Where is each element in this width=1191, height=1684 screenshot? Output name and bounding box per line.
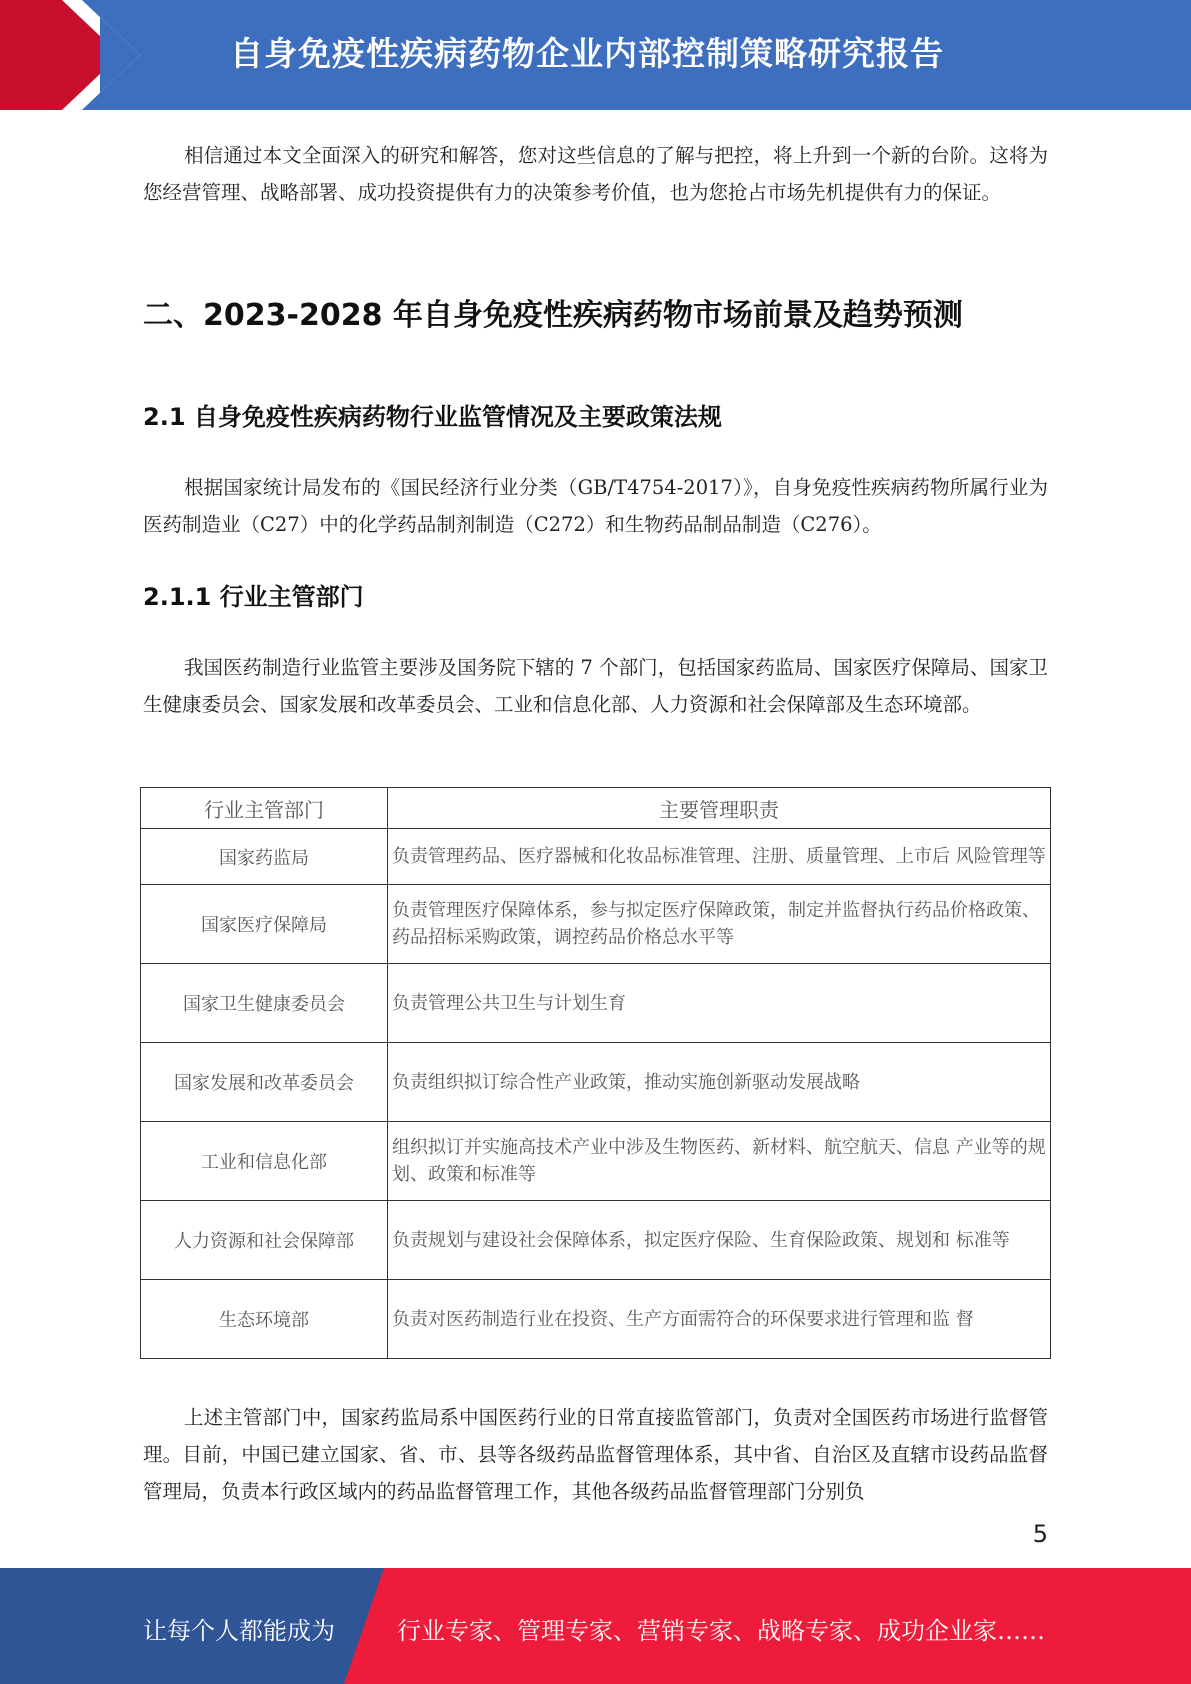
dept-cell: 人力资源和社会保障部 — [141, 1201, 388, 1280]
dept-cell: 工业和信息化部 — [141, 1122, 388, 1201]
dept-cell: 国家发展和改革委员会 — [141, 1043, 388, 1122]
intro-paragraph: 相信通过本文全面深入的研究和解答，您对这些信息的了解与把控，将上升到一个新的台阶。这将为您经营管理、战略部署、成功投资提供有力的决策参考价值，也为您抢占市场先机提供有力的保证。 — [143, 144, 1048, 204]
table-header-row — [141, 788, 1051, 829]
footer-slogan-right: 行业专家、管理专家、营销专家、战略专家、成功企业家…… — [397, 1617, 1045, 1645]
table-header-duty: 主要管理职责 — [388, 788, 1051, 829]
table-row — [141, 829, 1051, 885]
report-title: 自身免疫性疾病药物企业内部控制策略研究报告 — [230, 34, 944, 73]
page-number: 5 — [1032, 1520, 1048, 1548]
table-row — [141, 885, 1051, 964]
table-row — [141, 1043, 1051, 1122]
duty-cell: 负责管理药品、医疗器械和化妆品标准管理、注册、质量管理、上市后 风险管理等 — [388, 829, 1051, 885]
duty-cell: 负责管理医疗保障体系，参与拟定医疗保障政策，制定并监督执行药品价格政策、药品招标采购政策，调控药品价格总水平等 — [388, 885, 1051, 964]
table-row — [141, 964, 1051, 1043]
dept-cell: 国家医疗保障局 — [141, 885, 388, 964]
duty-cell: 负责规划与建设社会保障体系，拟定医疗保险、生育保险政策、规划和 标准等 — [388, 1201, 1051, 1280]
department-table — [140, 787, 1051, 1359]
dept-cell: 生态环境部 — [141, 1280, 388, 1359]
table-row — [141, 1280, 1051, 1359]
duty-cell: 负责对医药制造行业在投资、生产方面需符合的环保要求进行管理和监 督 — [388, 1280, 1051, 1359]
table-row — [141, 1122, 1051, 1201]
subsubsection-heading: 2.1.1 行业主管部门 — [143, 583, 364, 611]
duty-cell: 组织拟订并实施高技术产业中涉及生物医药、新材料、航空航天、信息 产业等的规划、政策和标准等 — [388, 1122, 1051, 1201]
dept-cell: 国家卫生健康委员会 — [141, 964, 388, 1043]
table-header-dept: 行业主管部门 — [141, 788, 388, 829]
subsection-heading: 2.1 自身免疫性疾病药物行业监管情况及主要政策法规 — [143, 403, 722, 431]
table-row — [141, 1201, 1051, 1280]
dept-cell: 国家药监局 — [141, 829, 388, 885]
page-footer — [0, 1568, 1191, 1684]
subsection-paragraph: 根据国家统计局发布的《国民经济行业分类（GB/T4754-2017）》，自身免疫性疾病药物所属行业为医药制造业（C27）中的化学药品制剂制造（C272）和生物药品制品制造（C276）。 — [143, 476, 1048, 536]
subsubsection-paragraph: 我国医药制造行业监管主要涉及国务院下辖的 7 个部门，包括国家药监局、国家医疗保障局、国家卫生健康委员会、国家发展和改革委员会、工业和信息化部、人力资源和社会保障部及生态环境部。 — [143, 656, 1048, 716]
section-heading: 二、2023-2028 年自身免疫性疾病药物市场前景及趋势预测 — [143, 298, 963, 333]
footer-slogan-left: 让每个人都能成为 — [143, 1617, 335, 1645]
closing-paragraph: 上述主管部门中，国家药监局系中国医药行业的日常直接监管部门，负责对全国医药市场进行监督管理。目前，中国已建立国家、省、市、县等各级药品监督管理体系，其中省、自治区及直辖市设药品监督管理局，负责本行政区域内的药品监督管理工作，其他各级药品监督管理部门分别负 — [143, 1406, 1048, 1503]
duty-cell: 负责组织拟订综合性产业政策，推动实施创新驱动发展战略 — [388, 1043, 1051, 1122]
page-header — [0, 0, 1191, 110]
duty-cell: 负责管理公共卫生与计划生育 — [388, 964, 1051, 1043]
